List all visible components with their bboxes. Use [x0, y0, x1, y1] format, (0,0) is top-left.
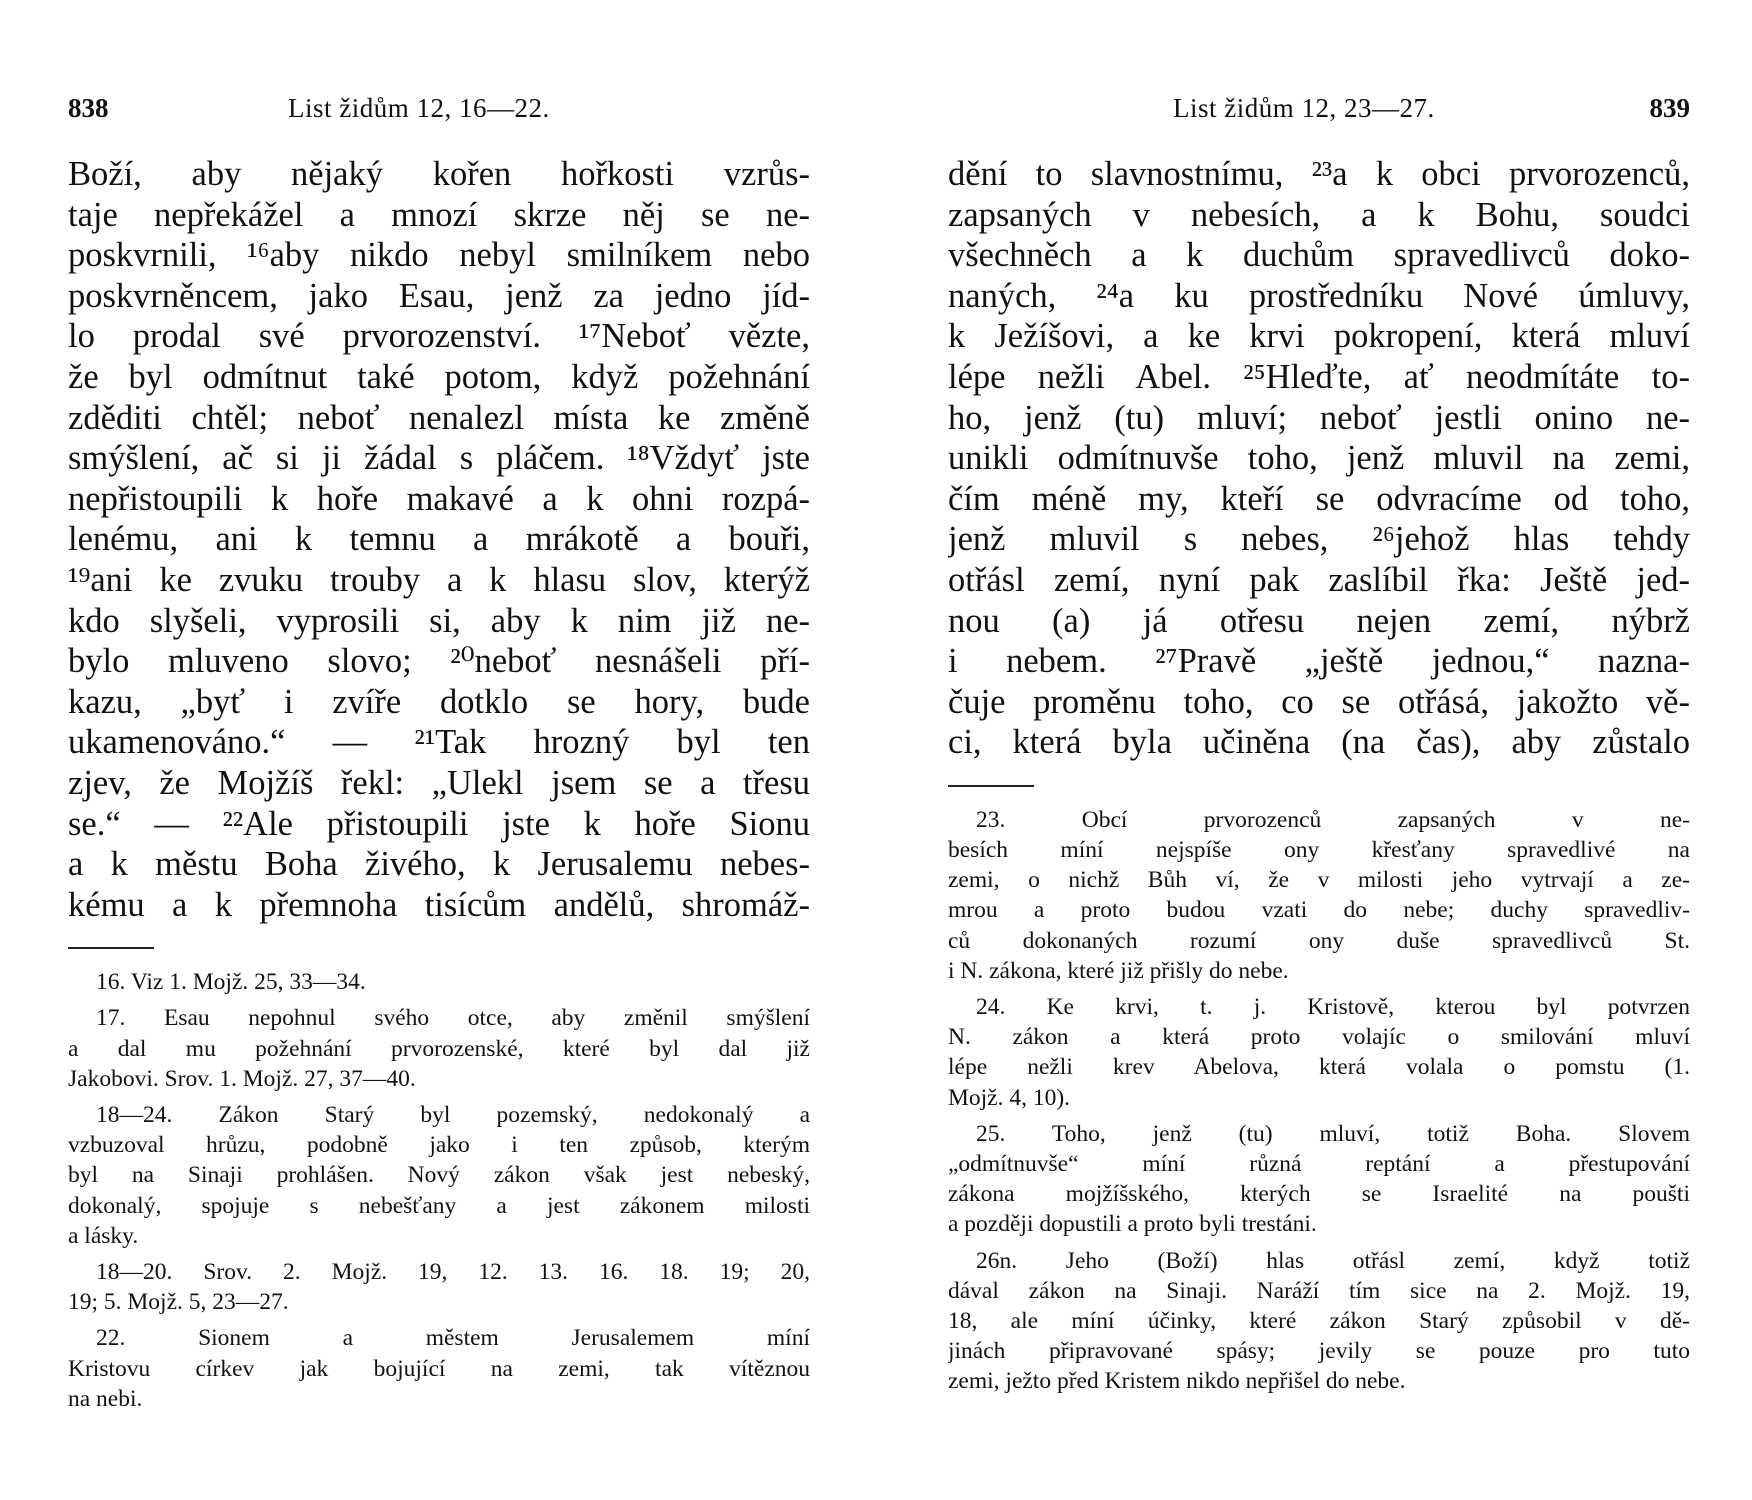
- footnote-line: 16. Viz 1. Mojž. 25, 33—34.: [96, 969, 366, 996]
- text-line: taje nepřekážel a mnozí skrze něj se ne-: [68, 195, 810, 234]
- footnote-line: Kristovu církev jak bojující na zemi, tak vítěznou: [68, 1355, 810, 1382]
- footnote-line: Mojž. 4, 10).: [948, 1084, 1071, 1111]
- footnote-line: besích míní nejspíše ony křesťany spravedlivé na: [948, 837, 1690, 864]
- left-page: [68, 0, 810, 1420]
- footnote-line: na nebi.: [68, 1385, 143, 1412]
- right-page: [948, 0, 1690, 1402]
- text-line: nepřistoupili k hoře makavé a k ohni rozpá-: [68, 479, 810, 518]
- footnote: [68, 967, 810, 997]
- text-line: lo prodal své prvorozenství. ¹⁷Neboť vězte,: [68, 317, 810, 356]
- footnote: [948, 1119, 1690, 1240]
- text-line: lenému, ani k temnu a mrákotě a bouři,: [68, 520, 810, 559]
- text-line: všechněch a k duchům spravedlivců doko-: [948, 236, 1690, 275]
- footnote-line: 18—20. Srov. 2. Mojž. 19, 12. 13. 16. 18. 19; 20,: [96, 1258, 810, 1285]
- text-line: poskvrněncem, jako Esau, jenž za jedno jíd-: [68, 276, 810, 315]
- text-line: se.“ — ²²Ale přistoupili jste k hoře Sionu: [68, 804, 810, 843]
- text-line: smýšlení, ač si ji žádal s pláčem. ¹⁸Vždyť jste: [68, 439, 810, 478]
- text-line: unikli odmítnuvše toho, jenž mluvil na zemi,: [948, 439, 1690, 478]
- text-line: zapsaných v nebesích, a k Bohu, soudci: [948, 195, 1690, 234]
- text-line: a k městu Boha živého, k Jerusalemu nebes-: [68, 845, 810, 884]
- footnotes: [68, 967, 810, 1414]
- text-line: kému a k přemnoha tisícům andělů, shromáž-: [68, 885, 810, 924]
- footnote-line: a později dopustili a proto byli trestáni.: [948, 1211, 1317, 1238]
- text-line: poskvrnili, ¹⁶aby nikdo nebyl smilníkem nebo: [68, 236, 810, 275]
- main-text: [948, 154, 1690, 763]
- text-line: nou (a) já otřesu nejen zemí, nýbrž: [948, 601, 1690, 640]
- running-title: List židům 12, 16—22.: [288, 93, 550, 123]
- running-title: List židům 12, 23—27.: [1173, 93, 1435, 123]
- page-number: 838: [68, 93, 109, 123]
- text-line: jenž mluvil s nebes, ²⁶jehož hlas tehdy: [948, 520, 1690, 559]
- footnote-line: 22. Sionem a městem Jerusalemem míní: [96, 1325, 810, 1352]
- text-line: bylo mluveno slovo; ²⁰neboť nesnášeli pří-: [68, 642, 810, 681]
- footnote: [948, 805, 1690, 986]
- text-line: ¹⁹ani ke zvuku trouby a k hlasu slov, kterýž: [68, 560, 810, 599]
- footnote-line: dával zákon na Sinaji. Naráží tím sice na 2. Mojž. 19,: [948, 1277, 1690, 1304]
- text-line: lépe nežli Abel. ²⁵Hleďte, ať neodmítáte to-: [948, 357, 1690, 396]
- text-line: zděditi chtěl; neboť nenalezl místa ke změně: [68, 398, 810, 437]
- footnote-line: ců dokonaných rozumí ony duše spravedlivců St.: [948, 927, 1690, 954]
- footnote-line: zemi, ježto před Kristem nikdo nepřišel do nebe.: [948, 1368, 1406, 1395]
- footnotes: [948, 805, 1690, 1397]
- footnote: [68, 1323, 810, 1414]
- footnote-line: 25. Toho, jenž (tu) mluví, totiž Boha. Slovem: [976, 1120, 1690, 1147]
- footnote-line: 24. Ke krvi, t. j. Kristově, kterou byl potvrzen: [976, 994, 1690, 1021]
- footnote-divider: [68, 947, 154, 949]
- footnote-line: Jakobovi. Srov. 1. Mojž. 27, 37—40.: [68, 1065, 416, 1092]
- text-line: ci, která byla učiněna (na čas), aby zůstalo: [948, 723, 1690, 762]
- text-line: ho, jenž (tu) mluví; neboť jestli onino ne-: [948, 398, 1690, 437]
- text-line: čím méně my, kteří se odvracíme od toho,: [948, 479, 1690, 518]
- text-line: ukamenováno.“ — ²¹Tak hrozný byl ten: [68, 723, 810, 762]
- footnote-line: i N. zákona, které již přišly do nebe.: [948, 957, 1289, 984]
- text-line: i nebem. ²⁷Pravě „ještě jednou,“ nazna-: [948, 642, 1690, 681]
- text-line: čuje proměnu toho, co se otřásá, jakožto vě-: [948, 682, 1690, 721]
- text-line: k Ježíšovi, a ke krvi pokropení, která mluví: [948, 317, 1690, 356]
- footnote-divider: [948, 785, 1034, 787]
- footnote-line: byl na Sinaji prohlášen. Nový zákon však jest nebeský,: [68, 1162, 810, 1189]
- footnote-line: a lásky.: [68, 1222, 139, 1249]
- footnote-line: dokonalý, spojuje s nebešťany a jest zákonem milosti: [68, 1192, 810, 1219]
- footnote-line: 18, ale míní účinky, které zákon Starý způsobil v dě-: [948, 1307, 1690, 1334]
- text-line: kazu, „byť i zvíře dotklo se hory, bude: [68, 682, 810, 721]
- running-head: [68, 88, 810, 128]
- text-line: zjev, že Mojžíš řekl: „Ulekl jsem se a třesu: [68, 763, 810, 802]
- footnote-line: 19; 5. Mojž. 5, 23—27.: [68, 1289, 289, 1316]
- footnote-line: zemi, o nichž Bůh ví, že v milosti jeho vytrvají a ze-: [948, 867, 1690, 894]
- footnote-line: N. zákon a která proto volajíc o smilování mluví: [948, 1024, 1690, 1051]
- footnote-line: mrou a proto budou vzati do nebe; duchy spravedliv-: [948, 897, 1690, 924]
- footnote-line: 23. Obcí prvorozenců zapsaných v ne-: [976, 806, 1690, 833]
- text-line: naných, ²⁴a ku prostředníku Nové úmluvy,: [948, 276, 1690, 315]
- text-line: že byl odmítnut také potom, když požehnání: [68, 357, 810, 396]
- footnote: [948, 1246, 1690, 1397]
- footnote-line: 18—24. Zákon Starý byl pozemský, nedokonalý a: [96, 1102, 810, 1129]
- footnote-line: 17. Esau nepohnul svého otce, aby změnil smýšlení: [96, 1005, 810, 1032]
- footnote-line: jinách připravované spásy; jevily se pouze pro tuto: [948, 1338, 1690, 1365]
- running-head: [948, 88, 1690, 128]
- footnote-line: „odmítnuvše“ míní různá reptání a přestupování: [948, 1150, 1690, 1177]
- footnote: [68, 1100, 810, 1251]
- text-line: Boží, aby nějaký kořen hořkosti vzrůs-: [68, 155, 810, 193]
- footnote: [948, 992, 1690, 1113]
- footnote-line: 26n. Jeho (Boží) hlas otřásl zemí, když totiž: [976, 1247, 1690, 1274]
- main-text: [68, 154, 810, 925]
- footnote: [68, 1003, 810, 1094]
- footnote-line: zákona mojžíšského, kterých se Israelité na poušti: [948, 1181, 1690, 1208]
- footnote-line: lépe nežli krev Abelova, která volala o pomstu (1.: [948, 1054, 1690, 1081]
- footnote-line: a dal mu požehnání prvorozenské, které byl dal již: [68, 1035, 810, 1062]
- text-line: otřásl zemí, nyní pak zaslíbil řka: Ještě jed-: [948, 560, 1690, 599]
- text-line: kdo slyšeli, vyprosili si, aby k nim již ne-: [68, 601, 810, 640]
- text-line: dění to slavnostnímu, ²³a k obci prvorozenců,: [948, 155, 1690, 193]
- footnote: [68, 1257, 810, 1317]
- footnote-line: vzbuzoval hrůzu, podobně jako i ten způsob, kterým: [68, 1132, 810, 1159]
- page-number: 839: [1649, 93, 1690, 123]
